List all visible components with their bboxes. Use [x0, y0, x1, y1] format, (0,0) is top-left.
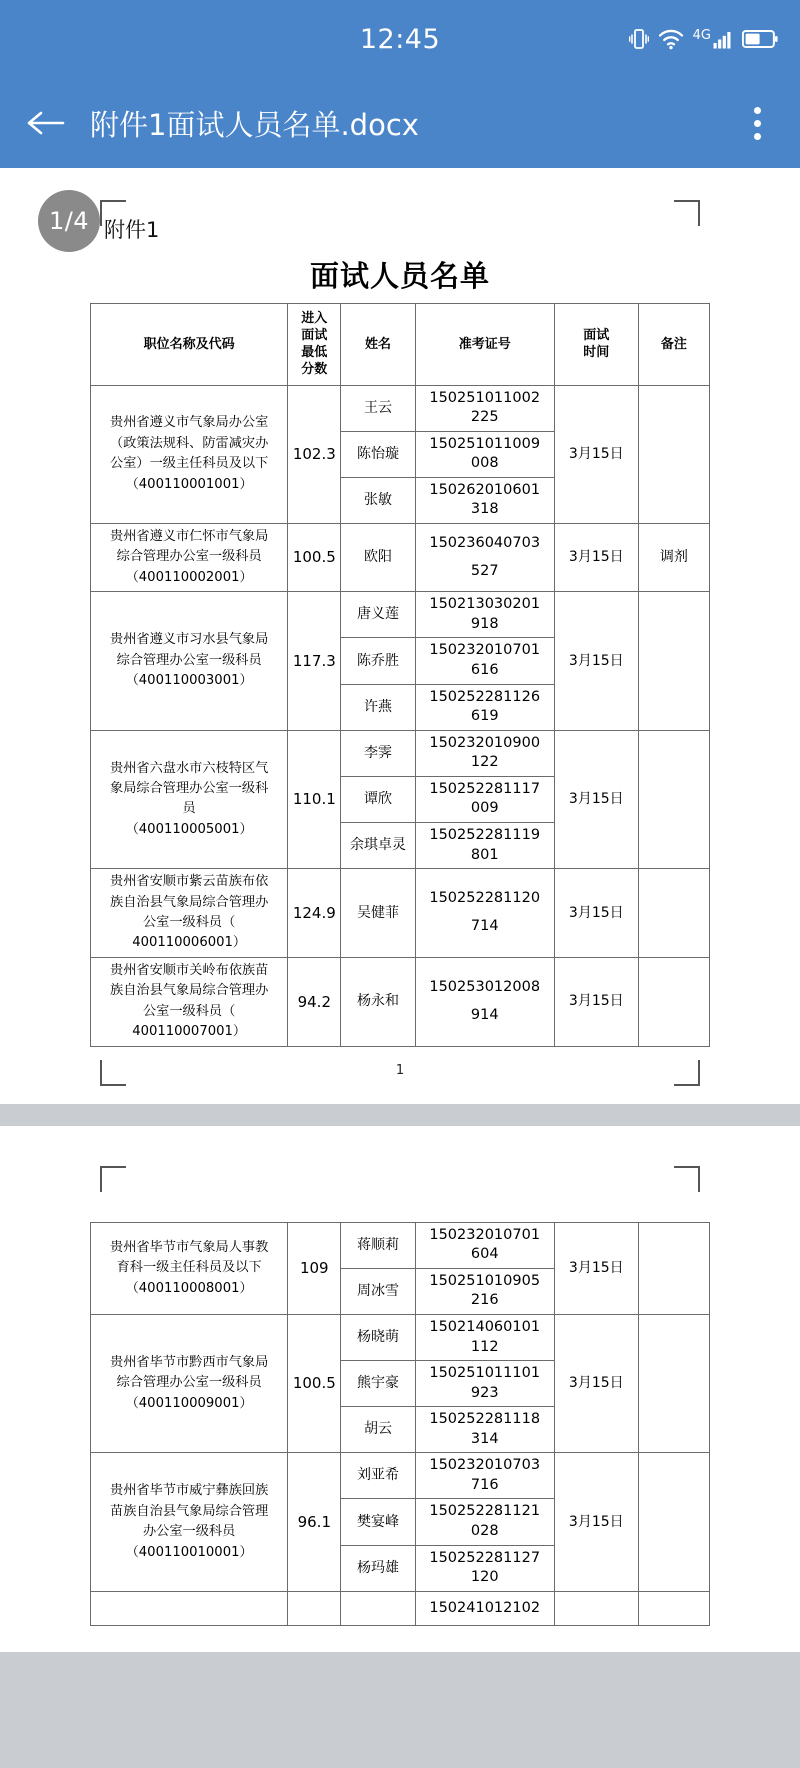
cell-candidate-name: [341, 1591, 415, 1626]
min-score-line: 进入: [301, 311, 328, 326]
ticket-line: 150253012008: [429, 979, 541, 996]
document-page-2: [0, 1126, 800, 1653]
ticket-line: 225: [470, 409, 499, 426]
cell-min-score: 124.9: [288, 869, 341, 958]
ticket-line: 150251011009: [429, 435, 541, 452]
cell-interview-time: [554, 1591, 638, 1626]
interview-roster-table-page2: [90, 1222, 710, 1627]
ticket-line: 150252281127: [429, 1549, 541, 1566]
ticket-line: 918: [470, 615, 499, 632]
cell-candidate-name: 陈乔胜: [341, 638, 415, 684]
attachment-label: 附件1: [104, 218, 160, 242]
cell-post-name-code: [91, 385, 288, 523]
cell-candidate-name: 樊宴峰: [341, 1499, 415, 1545]
ticket-line: 150241012102: [429, 1599, 541, 1616]
table-row: [91, 730, 710, 776]
ticket-line: 028: [470, 1523, 499, 1540]
ticket-line: 616: [470, 662, 499, 679]
cell-note: [638, 1222, 709, 1314]
cell-candidate-name: 周冰雪: [341, 1268, 415, 1314]
col-header-note: 备注: [638, 304, 709, 386]
post-line: 族自治县气象局综合管理办: [110, 983, 269, 999]
cell-ticket-number: [415, 730, 554, 776]
ticket-line: 150252281119: [429, 826, 541, 843]
document-viewer[interactable]: [0, 168, 800, 1652]
ticket-line: 150252281121: [429, 1503, 541, 1520]
cell-min-score: 109: [288, 1222, 341, 1314]
cell-ticket-number: [415, 1268, 554, 1314]
cell-candidate-name: 李霁: [341, 730, 415, 776]
document-body-2: [0, 1126, 800, 1653]
document-page-1: [0, 168, 800, 1104]
cell-min-score: [288, 1591, 341, 1626]
cell-candidate-name: 胡云: [341, 1407, 415, 1453]
cell-note: [638, 1314, 709, 1452]
cell-ticket-number: [415, 1222, 554, 1268]
cell-note: [638, 957, 709, 1046]
interview-roster-table: [90, 303, 710, 1047]
table-body: [91, 385, 710, 1046]
overflow-menu-button[interactable]: [740, 101, 774, 145]
table-body-2: [91, 1222, 710, 1626]
cell-interview-time: 3月15日: [554, 869, 638, 958]
post-line: 办公室一级科员: [142, 1524, 236, 1540]
table-row: [91, 1314, 710, 1360]
cell-note: [638, 869, 709, 958]
cell-note: [638, 1453, 709, 1591]
cell-min-score: 102.3: [288, 385, 341, 523]
cell-post-name-code: [91, 1453, 288, 1591]
cell-ticket-number: [415, 385, 554, 431]
cell-min-score: 96.1: [288, 1453, 341, 1591]
cell-interview-time: 3月15日: [554, 524, 638, 592]
cell-note: [638, 730, 709, 868]
table-row: [91, 524, 710, 592]
status-icons: [629, 27, 778, 51]
cell-interview-time: 3月15日: [554, 1453, 638, 1591]
page-indicator-badge: 1/4: [38, 190, 100, 252]
interview-time-line: 时间: [583, 345, 610, 361]
post-line: 贵州省安顺市关岭布依族苗: [110, 962, 269, 978]
document-body: [0, 168, 800, 1104]
ticket-line: 112: [470, 1338, 499, 1355]
post-line: 贵州省安顺市紫云苗族布依: [110, 874, 269, 890]
crop-mark-bottom-left: [100, 1060, 126, 1086]
cell-min-score: 117.3: [288, 592, 341, 730]
cell-candidate-name: 熊宇豪: [341, 1361, 415, 1407]
ticket-line: 120: [470, 1569, 499, 1586]
table-row: [91, 385, 710, 431]
cell-candidate-name: 余琪卓灵: [341, 822, 415, 868]
ticket-line: 150251011101: [429, 1365, 541, 1382]
cell-ticket-number: [415, 822, 554, 868]
post-line: 400110006001）: [132, 935, 247, 951]
cell-ticket-number: [415, 1453, 554, 1499]
post-line: （400110001001）: [125, 476, 253, 492]
ticket-line: 008: [470, 455, 499, 472]
post-line: 公室一级科员（: [142, 915, 236, 931]
cell-candidate-name: 刘亚希: [341, 1453, 415, 1499]
cell-min-score: 110.1: [288, 730, 341, 868]
cell-candidate-name: 杨玛雄: [341, 1545, 415, 1591]
cell-ticket-number: [415, 1407, 554, 1453]
cell-ticket-number: [415, 776, 554, 822]
table-header: [91, 304, 710, 386]
overflow-dot: [754, 120, 761, 127]
post-line: 综合管理办公室一级科员: [116, 549, 262, 565]
cell-interview-time: 3月15日: [554, 1222, 638, 1314]
cell-interview-time: 3月15日: [554, 730, 638, 868]
post-line: 公室一级科员（: [142, 1003, 236, 1019]
cell-post-name-code: [91, 1591, 288, 1626]
printed-page-number: 1: [395, 1062, 405, 1078]
app-bar: [0, 78, 800, 168]
min-score-line: 分数: [301, 362, 328, 378]
crop-mark-top-right: [674, 200, 700, 226]
cell-interview-time: 3月15日: [554, 385, 638, 523]
crop-mark-top-right: [674, 1166, 700, 1192]
post-line: 象局综合管理办公室一级科: [110, 780, 269, 796]
ticket-line: 914: [470, 1006, 499, 1023]
ticket-line: 150251010905: [429, 1272, 541, 1289]
cell-note: [638, 385, 709, 523]
col-header-min-score: [288, 304, 341, 386]
crop-mark-bottom-right: [674, 1060, 700, 1086]
cell-note: [638, 592, 709, 730]
ticket-line: 318: [470, 501, 499, 518]
ticket-line: 527: [470, 562, 499, 579]
cell-ticket-number: [415, 477, 554, 523]
post-line: （400110003001）: [125, 673, 253, 689]
cell-min-score: 100.5: [288, 1314, 341, 1452]
overflow-dot: [754, 107, 761, 114]
table-header-row: [91, 304, 710, 386]
post-line: 综合管理办公室一级科员: [116, 1375, 262, 1391]
cell-candidate-name: 欧阳: [341, 524, 415, 592]
post-line: 苗族自治县气象局综合管理: [110, 1503, 269, 1519]
min-score-line: 最低: [301, 345, 328, 361]
cell-ticket-number: [415, 869, 554, 958]
ticket-line: 150262010601: [429, 481, 541, 498]
cell-candidate-name: 王云: [341, 385, 415, 431]
post-line: （400110010001）: [125, 1544, 253, 1560]
battery-icon: [742, 29, 778, 49]
post-line: 贵州省毕节市气象局人事教: [110, 1239, 269, 1255]
back-button[interactable]: [22, 100, 68, 146]
post-line: 族自治县气象局综合管理办: [110, 894, 269, 910]
cell-post-name-code: [91, 524, 288, 592]
cell-ticket-number: [415, 638, 554, 684]
post-line: 贵州省遵义市仁怀市气象局: [110, 529, 269, 544]
post-line: 贵州省遵义市气象局办公室: [110, 415, 269, 431]
col-header-name: 姓名: [341, 304, 415, 386]
cell-post-name-code: [91, 1222, 288, 1314]
post-line: （政策法规科、防雷减灾办: [110, 435, 269, 451]
post-line: 公室）一级主任科员及以下: [110, 456, 269, 472]
cell-ticket-number: [415, 1314, 554, 1360]
cell-candidate-name: 陈怡璇: [341, 431, 415, 477]
ticket-line: 150232010701: [429, 642, 541, 659]
post-line: 贵州省六盘水市六枝特区气: [110, 760, 269, 776]
ticket-line: 619: [470, 708, 499, 725]
cell-post-name-code: [91, 730, 288, 868]
ticket-line: 216: [470, 1292, 499, 1309]
cell-candidate-name: 谭欣: [341, 776, 415, 822]
cell-candidate-name: 杨晓萌: [341, 1314, 415, 1360]
cell-ticket-number: [415, 431, 554, 477]
ticket-line: 801: [470, 846, 499, 863]
col-header-interview-time: [554, 304, 638, 386]
ticket-line: 150251011002: [429, 389, 541, 406]
post-line: 育科一级主任科员及以下: [116, 1260, 262, 1276]
cell-ticket-number: [415, 1499, 554, 1545]
post-line: （400110005001）: [125, 821, 253, 837]
cell-interview-time: 3月15日: [554, 592, 638, 730]
post-line: （400110009001）: [125, 1395, 253, 1411]
ticket-line: 150252281126: [429, 688, 541, 705]
ticket-line: 314: [470, 1430, 499, 1447]
min-score-line: 面试: [301, 328, 328, 344]
cell-post-name-code: [91, 869, 288, 958]
interview-time-line: 面试: [583, 328, 610, 344]
cell-min-score: 100.5: [288, 524, 341, 592]
cell-candidate-name: 蒋顺莉: [341, 1222, 415, 1268]
post-line: （400110008001）: [125, 1280, 253, 1296]
ticket-line: 150232010703: [429, 1457, 541, 1474]
cell-ticket-number: [415, 1545, 554, 1591]
post-line: 员: [182, 801, 196, 817]
ticket-line: 150252281118: [429, 1411, 541, 1428]
cell-candidate-name: 许燕: [341, 684, 415, 730]
ticket-line: 716: [470, 1476, 499, 1493]
crop-mark-top-left: [100, 1166, 126, 1192]
ticket-line: 150232010900: [429, 734, 541, 751]
table-row: [91, 1591, 710, 1626]
wifi-icon: [658, 28, 684, 50]
ticket-line: 150213030201: [429, 596, 541, 613]
table-row: [91, 1453, 710, 1499]
signal-4g-icon: [693, 29, 733, 49]
cell-ticket-number: [415, 684, 554, 730]
table-row: [91, 592, 710, 638]
network-type-label: 4G: [692, 28, 711, 43]
post-line: 400110007001）: [132, 1024, 247, 1040]
ticket-line: 150236040703: [429, 535, 541, 552]
ticket-line: 150232010701: [429, 1226, 541, 1243]
vibrate-icon: [629, 27, 649, 51]
cell-ticket-number: [415, 1591, 554, 1626]
ticket-line: 604: [470, 1246, 499, 1263]
post-line: 综合管理办公室一级科员: [116, 652, 262, 668]
table-row: [91, 869, 710, 958]
cell-ticket-number: [415, 524, 554, 592]
page-title: 附件1面试人员名单.docx: [90, 107, 419, 142]
cell-min-score: 94.2: [288, 957, 341, 1046]
overflow-dot: [754, 133, 761, 140]
col-header-post: 职位名称及代码: [91, 304, 288, 386]
ticket-line: 923: [470, 1384, 499, 1401]
post-line: （400110002001）: [125, 569, 253, 585]
cell-interview-time: 3月15日: [554, 957, 638, 1046]
cell-post-name-code: [91, 957, 288, 1046]
document-title: 面试人员名单: [309, 259, 490, 293]
page-separator: [0, 1104, 800, 1126]
cell-candidate-name: 唐义莲: [341, 592, 415, 638]
cell-candidate-name: 张敏: [341, 477, 415, 523]
crop-mark-top-left: [100, 200, 126, 226]
post-line: 贵州省毕节市威宁彝族回族: [110, 1483, 269, 1499]
cell-ticket-number: [415, 592, 554, 638]
post-line: 贵州省遵义市习水县气象局: [110, 632, 269, 648]
col-header-ticket: 准考证号: [415, 304, 554, 386]
cell-ticket-number: [415, 1361, 554, 1407]
cell-note: 调剂: [638, 524, 709, 592]
status-bar: [0, 0, 800, 78]
ticket-line: 150252281117: [429, 780, 541, 797]
cell-candidate-name: 杨永和: [341, 957, 415, 1046]
cell-ticket-number: [415, 957, 554, 1046]
table-row: [91, 957, 710, 1046]
ticket-line: 714: [470, 918, 499, 935]
cell-candidate-name: 吴健菲: [341, 869, 415, 958]
cell-note: [638, 1591, 709, 1626]
ticket-line: 150252281120: [429, 890, 541, 907]
table-row: [91, 1222, 710, 1268]
post-line: 贵州省毕节市黔西市气象局: [110, 1354, 269, 1370]
ticket-line: 009: [470, 800, 499, 817]
cell-post-name-code: [91, 592, 288, 730]
status-time: 12:45: [359, 23, 441, 55]
ticket-line: 122: [470, 754, 499, 771]
cell-post-name-code: [91, 1314, 288, 1452]
ticket-line: 150214060101: [429, 1318, 541, 1335]
cell-interview-time: 3月15日: [554, 1314, 638, 1452]
